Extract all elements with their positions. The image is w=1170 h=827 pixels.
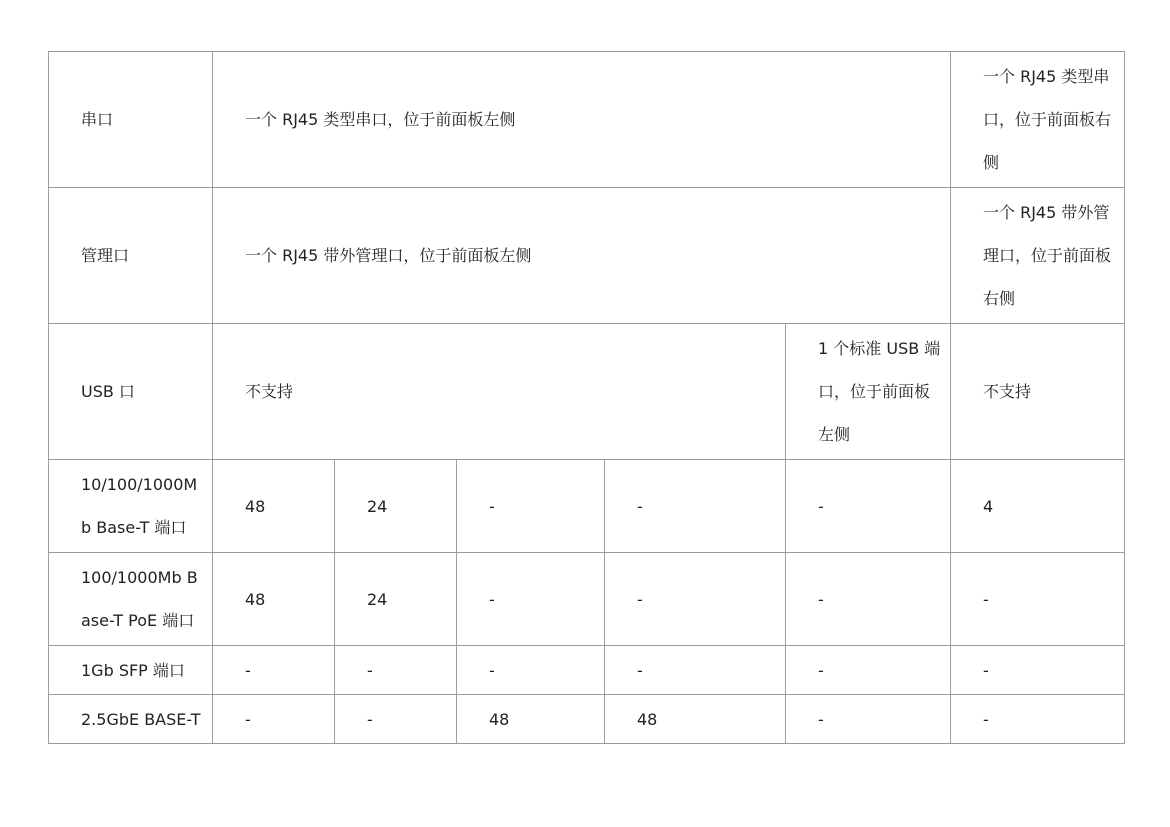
table-cell: - <box>951 646 1125 695</box>
table-cell: - <box>605 460 786 553</box>
row-label: 1Gb SFP 端口 <box>49 646 213 695</box>
row-label: 10/100/1000Mb Base-T 端口 <box>49 460 213 553</box>
table-cell: 24 <box>335 553 457 646</box>
table-cell: 一个 RJ45 带外管理口，位于前面板右侧 <box>951 188 1125 324</box>
table-cell: - <box>605 553 786 646</box>
table-cell: - <box>786 646 951 695</box>
row-label: 串口 <box>49 52 213 188</box>
table-row-sfp <box>49 646 1125 695</box>
row-label: 2.5GbE BASE-T <box>49 695 213 744</box>
table-cell: 1 个标准 USB 端口，位于前面板左侧 <box>786 324 951 460</box>
table-cell: 一个 RJ45 类型串口，位于前面板左侧 <box>213 52 951 188</box>
table-cell: 一个 RJ45 类型串口，位于前面板右侧 <box>951 52 1125 188</box>
table-cell: - <box>951 553 1125 646</box>
table-row-poe <box>49 553 1125 646</box>
table-cell: - <box>457 553 605 646</box>
table-cell: 24 <box>335 460 457 553</box>
table-cell: - <box>605 646 786 695</box>
table-cell: - <box>213 646 335 695</box>
table-cell: - <box>951 695 1125 744</box>
row-label: USB 口 <box>49 324 213 460</box>
table-cell: - <box>335 646 457 695</box>
table-cell: - <box>786 460 951 553</box>
table-row-base-t <box>49 460 1125 553</box>
table-cell: 4 <box>951 460 1125 553</box>
table-cell: - <box>213 695 335 744</box>
table-cell: 48 <box>605 695 786 744</box>
port-spec-table <box>48 51 1125 744</box>
table-cell: 48 <box>213 460 335 553</box>
table-cell: - <box>786 695 951 744</box>
table-cell: 48 <box>213 553 335 646</box>
row-label: 管理口 <box>49 188 213 324</box>
table-cell: - <box>457 646 605 695</box>
table-cell: - <box>786 553 951 646</box>
table-cell: - <box>457 460 605 553</box>
table-row-management <box>49 188 1125 324</box>
table-row-2-5gbe <box>49 695 1125 744</box>
table-row-serial <box>49 52 1125 188</box>
row-label: 100/1000Mb Base-T PoE 端口 <box>49 553 213 646</box>
table-cell: 一个 RJ45 带外管理口，位于前面板左侧 <box>213 188 951 324</box>
table-cell: 不支持 <box>951 324 1125 460</box>
table-cell: 48 <box>457 695 605 744</box>
table-cell: 不支持 <box>213 324 786 460</box>
table-row-usb <box>49 324 1125 460</box>
table-cell: - <box>335 695 457 744</box>
